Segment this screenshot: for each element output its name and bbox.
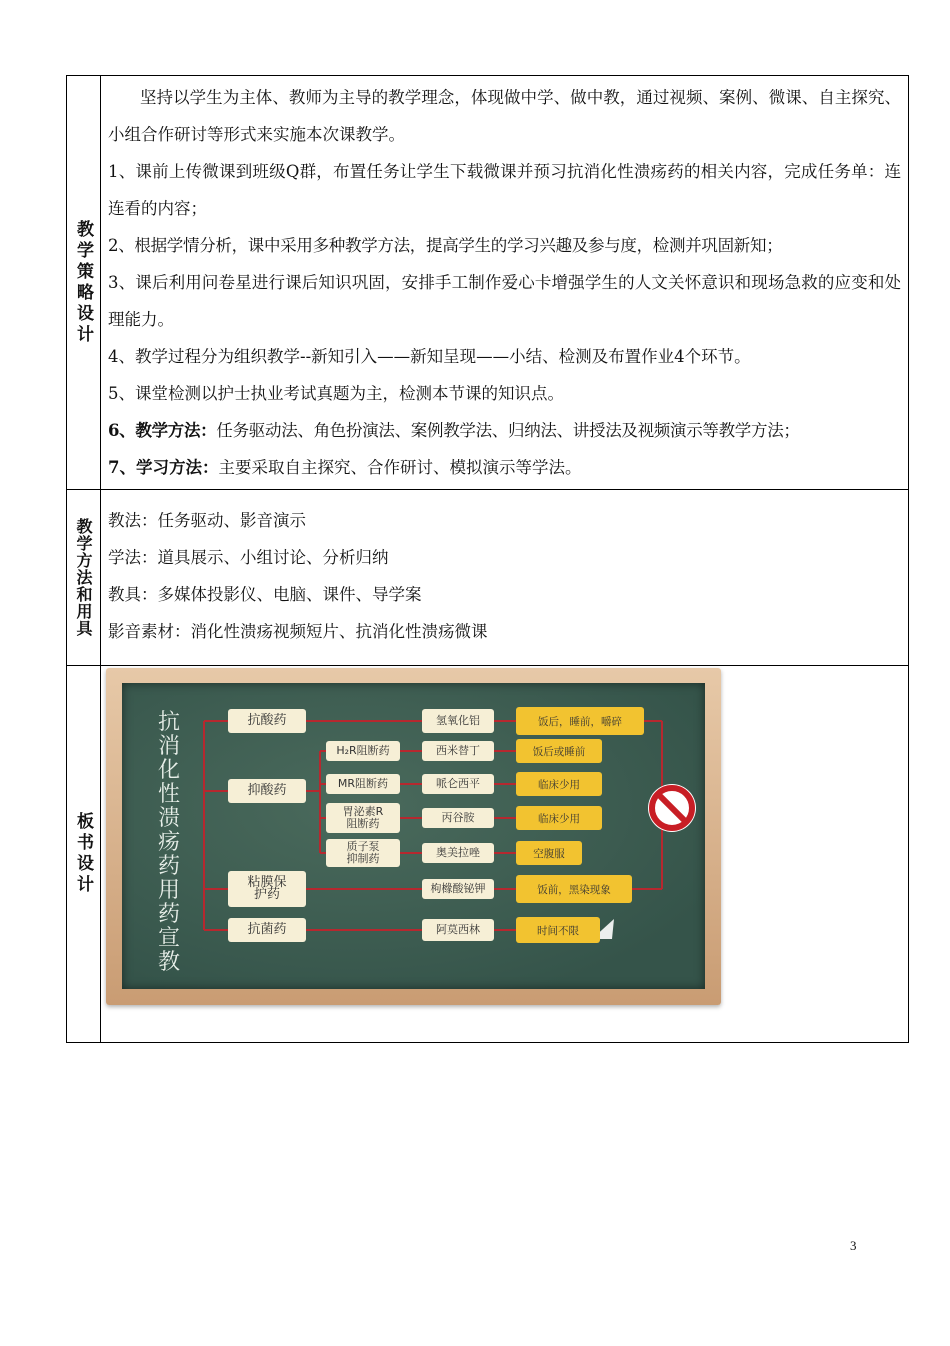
note-6: 饭前，黑染现象 <box>516 875 632 903</box>
drug-2: 西米替丁 <box>422 741 494 761</box>
methods-label: 教学方法和用具 <box>74 518 93 637</box>
note-5: 空腹服 <box>516 841 582 865</box>
class-acid-suppressor: 抑酸药 <box>228 779 306 803</box>
methods-tools-row <box>67 490 908 666</box>
prohibition-sign <box>648 784 696 832</box>
class-antacid: 抗酸药 <box>228 709 306 733</box>
note-4: 临床少用 <box>516 806 602 830</box>
teaching-method-line: 教法：任务驱动、影音演示 <box>108 511 306 530</box>
teaching-methods-label: 6、教学方法： <box>108 421 217 440</box>
subclass-ppi: 质子泵抑制药 <box>326 839 400 867</box>
strategy-item-2: 2、根据学情分析，课中采用多种教学方法，提高学生的学习兴趣及参与度，检测并巩固新知； <box>108 236 783 255</box>
chalkboard-image <box>106 668 721 1005</box>
subclass-mr: MR阻断药 <box>326 774 400 794</box>
strategy-item-7 <box>108 449 901 486</box>
strategy-content <box>101 76 908 489</box>
strategy-row <box>67 76 908 490</box>
drug-7: 阿莫西林 <box>422 919 494 941</box>
note-1: 饭后，睡前，嚼碎 <box>516 707 644 735</box>
strategy-item-5: 5、课堂检测以护士执业考试真题为主，检测本节课的知识点。 <box>108 384 564 403</box>
methods-content <box>101 490 908 665</box>
drug-3: 哌仑西平 <box>422 774 494 794</box>
chalkboard-surface <box>122 683 705 989</box>
board-label-cell <box>67 666 101 1042</box>
note-7: 时间不限 <box>516 917 600 943</box>
page-number: 3 <box>850 1238 857 1253</box>
media-materials-line: 影音素材：消化性溃疡视频短片、抗消化性溃疡微课 <box>108 622 488 641</box>
strategy-item-4: 4、教学过程分为组织教学--新知引入——新知呈现——小结、检测及布置作业4个环节。 <box>108 347 751 366</box>
note-3: 临床少用 <box>516 772 602 796</box>
class-mucosal-protector: 粘膜保护药 <box>228 871 306 907</box>
teaching-tools-line: 教具：多媒体投影仪、电脑、课件、导学案 <box>108 585 422 604</box>
subclass-h2r: H₂R阻断药 <box>326 741 400 761</box>
drug-1: 氢氧化铝 <box>422 709 494 733</box>
strategy-item-6 <box>108 412 901 449</box>
learning-methods-text: 主要采取自主探究、合作研讨、模拟演示等学法。 <box>218 458 582 477</box>
subclass-gastrin: 胃泌素R阻断药 <box>326 803 400 833</box>
drug-4: 丙谷胺 <box>422 808 494 828</box>
drug-6: 枸橼酸铋钾 <box>422 879 494 899</box>
strategy-intro: 坚持以学生为主体、教师为主导的教学理念，体现做中学、做中教，通过视频、案例、微课、自主探究、小组合作研讨等形式来实施本次课教学。 <box>108 88 901 144</box>
drug-5: 奥美拉唑 <box>422 843 494 863</box>
teaching-methods-text: 任务驱动法、角色扮演法、案例教学法、归纳法、讲授法及视频演示等教学方法； <box>216 421 800 440</box>
strategy-item-3: 3、课后利用问卷星进行课后知识巩固，安排手工制作爱心卡增强学生的人文关怀意识和现场急救的应变和处理能力。 <box>108 273 901 329</box>
strategy-label: 教学策略设计 <box>73 219 93 346</box>
note-2: 饭后或睡前 <box>516 739 602 763</box>
board-title: 抗消化性溃疡药用药宣教 <box>157 710 180 975</box>
strategy-label-cell <box>67 76 101 489</box>
strategy-item-1: 1、课前上传微课到班级Q群，布置任务让学生下载微课并预习抗消化性溃疡药的相关内容，完成任务单：连连看的内容； <box>108 162 901 218</box>
board-label: 板书设计 <box>73 812 93 896</box>
methods-label-cell <box>67 490 101 665</box>
learning-method-line: 学法：道具展示、小组讨论、分析归纳 <box>108 548 389 567</box>
class-antibacterial: 抗菌药 <box>228 918 306 942</box>
learning-methods-label: 7、学习方法： <box>108 458 219 477</box>
